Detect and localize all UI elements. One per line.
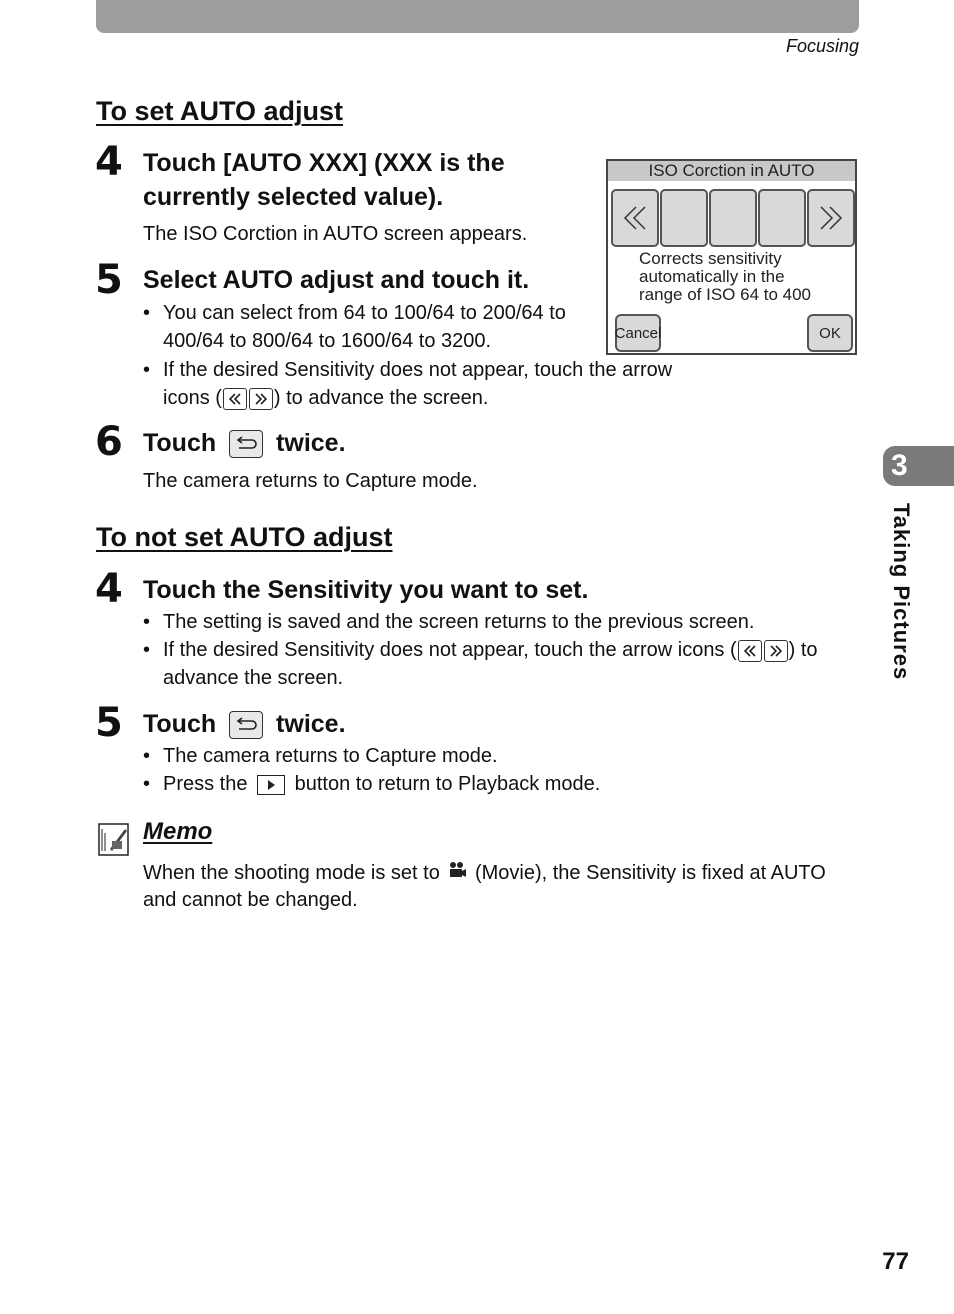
bullet-text: ) to advance the screen. xyxy=(273,387,489,409)
return-icon xyxy=(229,711,263,739)
double-chevron-right-icon xyxy=(249,388,273,410)
step-number: 6 xyxy=(95,419,123,465)
memo-title: Memo xyxy=(143,818,213,845)
double-chevron-left-icon xyxy=(620,203,650,233)
double-chevron-left-icon xyxy=(223,388,247,410)
step-title xyxy=(143,707,346,741)
playback-icon xyxy=(257,775,285,795)
step-title-text: twice. xyxy=(276,429,346,457)
bullet-item xyxy=(143,770,863,798)
memo-text xyxy=(143,860,858,914)
double-chevron-right-icon xyxy=(816,203,846,233)
bullet-item: • The setting is saved and the screen returns to the previous screen. xyxy=(143,608,863,636)
screen-message-line: Corrects sensitivity xyxy=(639,249,782,268)
iso-auto-screen xyxy=(606,159,857,355)
screen-option-button[interactable] xyxy=(709,189,757,247)
header-bar xyxy=(96,0,859,33)
chapter-tab-label: Taking Pictures xyxy=(889,503,914,681)
step-number: 4 xyxy=(95,139,123,185)
step-title xyxy=(143,426,346,460)
bullet-text: ) to advance the screen. xyxy=(163,639,818,689)
step-number: 4 xyxy=(95,566,123,612)
step-number: 5 xyxy=(95,257,123,303)
bullet-item xyxy=(143,636,883,692)
double-chevron-right-icon xyxy=(764,640,788,662)
step-body: The camera returns to Capture mode. xyxy=(143,470,478,492)
step-number: 5 xyxy=(95,700,123,746)
screen-next-button[interactable] xyxy=(807,189,855,247)
bullet-item xyxy=(143,356,723,412)
screen-option-button[interactable] xyxy=(660,189,708,247)
arrow-icons xyxy=(223,388,273,410)
screen-message-line: range of ISO 64 to 400 xyxy=(639,285,812,304)
screen-message-line: automatically in the xyxy=(639,267,785,286)
cancel-button[interactable]: Cancel xyxy=(615,314,661,352)
memo-text-part: When the shooting mode is set to xyxy=(143,862,440,884)
step-body: The ISO Corction in AUTO screen appears. xyxy=(143,223,528,245)
movie-icon xyxy=(447,860,467,887)
step-title: Select AUTO adjust and touch it. xyxy=(143,266,530,294)
ok-button[interactable]: OK xyxy=(807,314,853,352)
screen-option-button[interactable] xyxy=(758,189,806,247)
bullet-item: • You can select from 64 to 100/64 to 200/64 to 400/64 to 800/64 to 1600/64 to 3200. xyxy=(143,299,603,355)
step-title-text: Touch xyxy=(143,710,217,738)
page-number: 77 xyxy=(882,1248,909,1275)
bullet-text: If the desired Sensitivity does not appear, touch the arrow icons ( xyxy=(163,639,737,661)
bullet-item: • The camera returns to Capture mode. xyxy=(143,742,863,770)
running-head: Focusing xyxy=(785,36,859,56)
return-icon xyxy=(229,430,263,458)
screen-prev-button[interactable] xyxy=(611,189,659,247)
double-chevron-left-icon xyxy=(738,640,762,662)
arrow-icons xyxy=(738,640,788,662)
section-heading-not-set-auto: To not set AUTO adjust xyxy=(96,522,393,552)
step-title: Touch [AUTO XXX] (XXX is the currently selected value). xyxy=(143,149,505,211)
step-title: Touch the Sensitivity you want to set. xyxy=(143,576,589,604)
step-title-text: twice. xyxy=(276,710,346,738)
bullet-text: If the desired Sensitivity does not appear, touch the arrow icons ( xyxy=(163,359,673,409)
screen-message xyxy=(639,250,811,304)
section-heading-set-auto: To set AUTO adjust xyxy=(96,96,344,126)
chapter-tab-number: 3 xyxy=(883,446,954,486)
memo-text-part: (Movie), the Sensitivity is fixed at AUTO and cannot be changed. xyxy=(143,862,826,912)
bullet-text: button to return to Playback mode. xyxy=(294,773,601,795)
memo-icon xyxy=(98,823,130,862)
step-title-text: Touch xyxy=(143,429,217,457)
bullet-text: Press the xyxy=(163,773,248,795)
screen-title: ISO Corction in AUTO xyxy=(608,161,855,181)
